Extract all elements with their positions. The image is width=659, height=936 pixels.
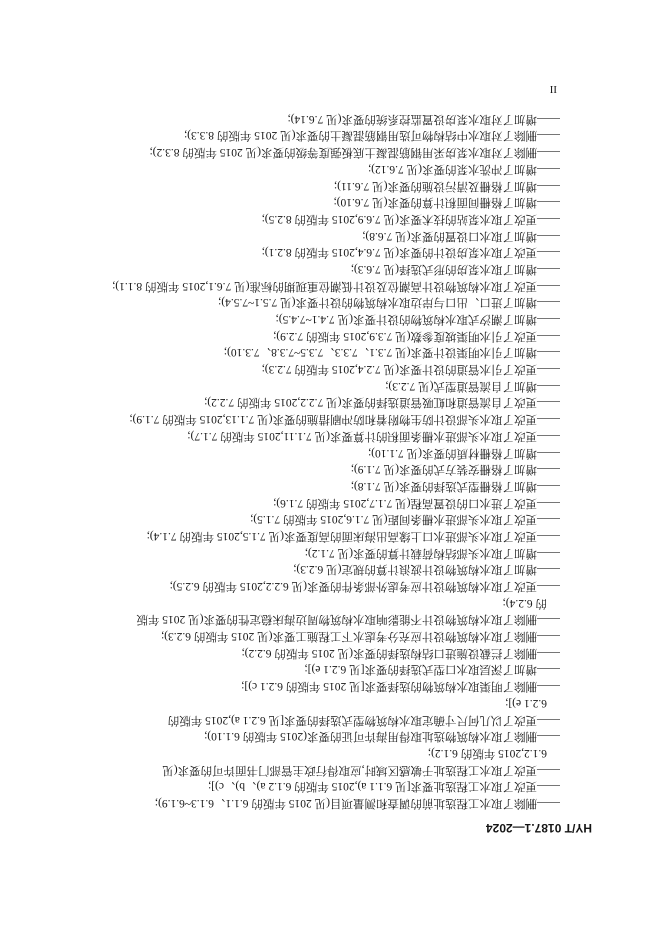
change-item (12, 744, 560, 777)
change-item-text: ——删除了对取水泵房采用钢筋混凝土底板强度等级的要求(见 2015 年版的 8.3.2); (149, 146, 560, 159)
change-item (12, 678, 560, 695)
change-item-continuation: 6.1.2,2015 年版的 6.1.2); (427, 746, 547, 759)
change-item-text: ——删除了取水构筑物设计不能影响取水构筑物周边海床稳定性的要求(见 2015 年版 (136, 613, 560, 626)
change-item-text: ——删除了拦截设施进口结构选择的要求(见 2015 年版的 6.2.2); (241, 646, 560, 659)
change-item (12, 644, 560, 661)
change-item-text: ——增加了取水头部结构荷载计算的要求(见 7.1.2); (304, 546, 560, 559)
change-item (12, 527, 560, 544)
change-item-text: ——更改了取水头部进水栅条面积的计算要求(见 7.1.11,2015 年版的 7.1.7); (187, 429, 560, 442)
change-item-text: ——增加了自流管道型式(见 7.2.3); (385, 379, 560, 392)
change-item-text: ——增加了格栅安装方式的要求(见 7.1.9); (350, 463, 560, 476)
change-item-text: ——增加了格栅及清污设施的要求(见 7.6.11); (333, 179, 560, 192)
change-item (12, 577, 560, 594)
change-item-text: ——增加了取水构筑物设计波浪计算的规定(见 6.2.3); (293, 563, 560, 576)
change-item-text: ——增加了深层取水口型式选择的要求[见 6.2.1 e)]; (304, 663, 560, 676)
change-item (12, 594, 560, 627)
change-item (12, 127, 560, 144)
change-item (12, 110, 560, 127)
change-item-text: ——更改了取水泵房设计的要求(见 7.6.4,2015 年版的 8.2.1); (261, 246, 560, 259)
change-item-text: ——更改了取水头部进水口上缘高出海床面的高度要求(见 7.1.5,2015 年版的 7.1.4); (146, 530, 560, 542)
change-item (12, 177, 560, 194)
change-item (12, 728, 560, 745)
change-item-text: ——删除了取水构筑物设计应充分考虑水下工程施工要求(见 2015 年版的 6.2.3); (161, 630, 560, 643)
change-item (12, 344, 560, 361)
change-item-text: ——删除了取水工程选址前的调查和测量项目(见 2015 年版的 6.1.1、6.1.3~6.1.9); (154, 797, 560, 809)
change-item-text: ——更改了以几何尺寸确定取水构筑物型式选择的要求[见 6.2.1 a),2015 年版的 (167, 713, 560, 726)
change-item (12, 694, 560, 727)
change-item-continuation: 6.2.1 e)]; (505, 696, 547, 709)
change-item (12, 227, 560, 244)
change-item (12, 461, 560, 478)
change-item-text: ——增加了格栅材质的要求(见 7.1.10); (368, 446, 560, 459)
change-item-text: ——增加了进口、出口与岸边取水构筑物的设计要求(见 7.5.1~7.5.4); (218, 296, 560, 309)
change-item (12, 294, 560, 311)
change-item-continuation: 的 6.2.4); (502, 596, 547, 609)
change-item-text: ——增加了取水泵房的形式选择(见 7.6.3); (350, 263, 560, 275)
change-item-text: ——增加了格栅间面积计算的要求(见 7.6.10); (333, 196, 560, 209)
change-item-text: ——更改了引水明渠坡度参数(见 7.3.9,2015 年版的 7.2.9); (273, 329, 560, 342)
change-item (12, 160, 560, 177)
change-item (12, 794, 560, 811)
change-item (12, 394, 560, 411)
change-item-text: ——更改了取水工程选址要求[见 6.1.1 a),2015 年版的 6.1.2 a)、b)、c)]; (208, 780, 560, 793)
change-item (12, 427, 560, 444)
change-item-text: ——增加了取水口设置的要求(见 7.6.8); (362, 229, 560, 242)
change-item (12, 444, 560, 461)
change-item (12, 494, 560, 511)
change-item (12, 477, 560, 494)
change-item-text: ——删除了明渠取水构筑物的选择要求[见 2015 年版的 6.2.1 c)]; (241, 680, 560, 693)
change-item (12, 310, 560, 327)
change-item-text: ——删除了对取水中结构物可选用钢筋混凝土的要求(见 2015 年版的 8.3.3); (184, 129, 560, 142)
change-item (12, 327, 560, 344)
standard-code-header: HY/T 0187.1—2024 (485, 821, 592, 835)
change-item-text: ——更改了引水管道的设计要求(见 7.2.4,2015 年版的 7.2.3); (261, 363, 560, 376)
change-item-text: ——更改了进水口的设置高程(见 7.1.7,2015 年版的 7.1.6); (273, 496, 560, 509)
change-item (12, 561, 560, 578)
change-item (12, 544, 560, 561)
change-item-text: ——更改了自流管道和虹吸管道选择的要求(见 7.2.2,2015 年版的 7.2.2); (204, 396, 560, 409)
change-item (12, 411, 560, 428)
change-item-text: ——增加了对取水泵房设置监控系统的要求(见 7.6.14); (287, 112, 560, 125)
change-item (12, 277, 560, 294)
change-item (12, 377, 560, 394)
change-item-text: ——更改了取水头部进水栅条间距(见 7.1.6,2015 年版的 7.1.5); (250, 513, 560, 526)
change-item-text: ——更改了取水构筑物设计高潮位及设计低潮位重现期的标准(见 7.6.1,2015 年版的 8.1.1); (112, 279, 560, 292)
change-item (12, 260, 560, 277)
page-number: II (549, 83, 557, 95)
change-item-text: ——更改了取水构筑物设计应考虑外部条件的要求(见 6.2.2,2015 年版的 6.2.5); (169, 580, 560, 593)
change-item-text: ——更改了取水泵站的技术要求(见 7.6.9,2015 年版的 8.2.5); (261, 212, 560, 225)
change-list (12, 110, 560, 811)
change-item (12, 360, 560, 377)
change-item-text: ——增加了冲洗水泵的要求(见 7.6.12); (368, 162, 560, 175)
change-item (12, 144, 560, 161)
change-item (12, 244, 560, 261)
change-item-text: ——删除了取水构筑物选址取得用海许可证的要求(2015 年版的 6.1.10); (204, 730, 560, 743)
change-item (12, 194, 560, 211)
change-item-text: ——更改了取水工程选址于敏感区域时,应取得行政主管部门书面许可的要求(见 (162, 763, 560, 776)
change-item-text: ——增加了潮汐式取水构筑物的设计要求(见 7.4.1~7.4.5); (275, 313, 560, 326)
change-item (12, 627, 560, 644)
change-item (12, 511, 560, 528)
change-item (12, 661, 560, 678)
change-item-text: ——增加了格栅型式选择的要求(见 7.1.8); (350, 479, 560, 492)
change-item (12, 778, 560, 795)
change-item-text: ——增加了引水明渠设计要求(见 7.3.1、7.3.3、7.3.5~7.3.8、7.3.10); (223, 346, 560, 359)
change-item (12, 210, 560, 227)
change-item-text: ——更改了取水头部设计防生物附着和防冲刷措施的要求(见 7.1.13,2015 年版的 7.1.9); (129, 413, 560, 426)
